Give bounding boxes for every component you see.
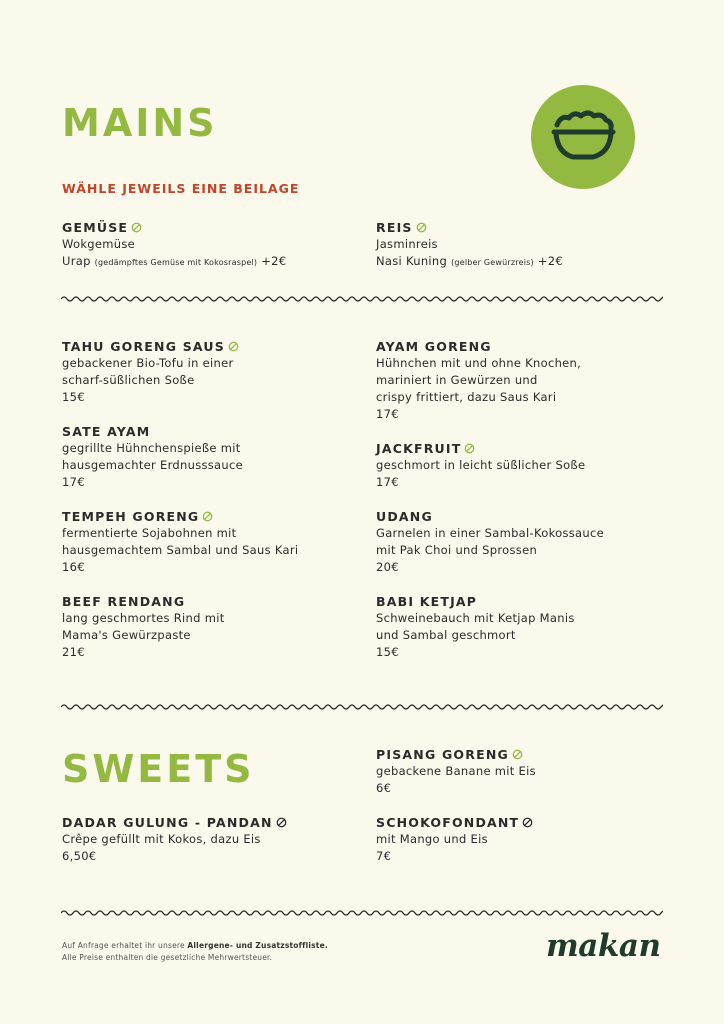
dish-udang (376, 508, 666, 576)
dish-name: BABI KETJAP (376, 594, 478, 609)
mains-title: MAINS (62, 101, 218, 145)
footer-line-1: Auf Anfrage erhaltet ihr unsere Allergene- und Zusatzstoffliste. (62, 941, 328, 950)
dish-extra: Urap (gedämpftes Gemüse mit Kokosraspel) +2€ (62, 254, 287, 268)
dish-description: fermentierte Sojabohnen mit (62, 526, 237, 540)
side-reis (376, 219, 666, 271)
dish-name: DADAR GULUNG - PANDAN (62, 814, 352, 831)
dish-description: Crêpe gefüllt mit Kokos, dazu Eis (62, 832, 261, 846)
dish-price: 16€ (62, 560, 85, 574)
leaf-icon (416, 222, 427, 233)
dish-description: Garnelen in einer Sambal-Kokossauce (376, 526, 604, 540)
dish-price: 15€ (62, 390, 85, 404)
wave-divider (61, 908, 663, 918)
bowl-icon (531, 85, 635, 189)
dish-pisang-goreng (376, 746, 666, 797)
dish-name: PISANG GORENG (376, 746, 666, 763)
dish-price: 15€ (376, 645, 399, 659)
side-gemuese (62, 219, 352, 271)
dish-price: 17€ (376, 475, 399, 489)
dish-price: 17€ (62, 475, 85, 489)
footer-line-2: Alle Preise enthalten die gesetzliche Mehrwertsteuer. (62, 953, 273, 962)
dish-sate-ayam (62, 423, 352, 491)
dish-description: hausgemachtem Sambal und Saus Kari (62, 543, 299, 557)
dish-description: Schweinebauch mit Ketjap Manis (376, 611, 575, 625)
wave-divider (61, 702, 663, 712)
dish-name: JACKFRUIT (376, 440, 666, 457)
dish-description: Hühnchen mit und ohne Knochen, (376, 356, 582, 370)
dish-description: gegrillte Hühnchenspieße mit (62, 441, 241, 455)
leaf-icon (512, 749, 523, 760)
dish-description: lang geschmortes Rind mit (62, 611, 225, 625)
dish-dadar-gulung (62, 814, 352, 865)
dish-jackfruit (376, 440, 666, 491)
dish-price: 20€ (376, 560, 399, 574)
dish-description: crispy frittiert, dazu Saus Kari (376, 390, 557, 404)
dish-schokofondant (376, 814, 666, 865)
dish-price: 6,50€ (62, 849, 97, 863)
dish-name: GEMÜSE (62, 219, 352, 236)
mains-subtitle: WÄHLE JEWEILS EINE BEILAGE (62, 181, 300, 196)
leaf-icon (228, 341, 239, 352)
brand-logo: makan (546, 928, 661, 964)
dish-description: scharf-süßlichen Soße (62, 373, 195, 387)
dish-description: und Sambal geschmort (376, 628, 516, 642)
dish-name: UDANG (376, 509, 433, 524)
dish-tahu-goreng-saus (62, 338, 352, 406)
dish-description: Jasminreis (376, 237, 438, 251)
dish-price: 7€ (376, 849, 392, 863)
dish-description: geschmort in leicht süßlicher Soße (376, 458, 586, 472)
dish-name: TAHU GORENG SAUS (62, 338, 352, 355)
dish-description: Mama's Gewürzpaste (62, 628, 191, 642)
dish-name: SATE AYAM (62, 424, 151, 439)
dish-description: gebackene Banane mit Eis (376, 764, 536, 778)
leaf-icon (202, 511, 213, 522)
dish-name: REIS (376, 219, 666, 236)
leaf-icon (522, 817, 533, 828)
dish-price: 21€ (62, 645, 85, 659)
dish-description: Wokgemüse (62, 237, 136, 251)
leaf-icon (276, 817, 287, 828)
dish-price: 6€ (376, 781, 392, 795)
dish-description: mariniert in Gewürzen und (376, 373, 538, 387)
bowl-badge (531, 85, 635, 189)
dish-description: hausgemachter Erdnusssauce (62, 458, 243, 472)
footer-note (62, 940, 328, 964)
dish-beef-rendang (62, 593, 352, 661)
dish-price: 17€ (376, 407, 399, 421)
leaf-icon (131, 222, 142, 233)
dish-description: gebackener Bio-Tofu in einer (62, 356, 234, 370)
dish-tempeh-goreng (62, 508, 352, 576)
wave-divider (61, 294, 663, 304)
dish-extra: Nasi Kuning (gelber Gewürzreis) +2€ (376, 254, 563, 268)
dish-babi-ketjap (376, 593, 666, 661)
dish-name: SCHOKOFONDANT (376, 814, 666, 831)
dish-name: BEEF RENDANG (62, 594, 186, 609)
dish-description: mit Pak Choi und Sprossen (376, 543, 538, 557)
dish-description: mit Mango und Eis (376, 832, 488, 846)
sweets-title: SWEETS (62, 747, 255, 791)
dish-name: AYAM GORENG (376, 339, 492, 354)
leaf-icon (464, 443, 475, 454)
dish-ayam-goreng (376, 338, 666, 423)
dish-name: TEMPEH GORENG (62, 508, 352, 525)
